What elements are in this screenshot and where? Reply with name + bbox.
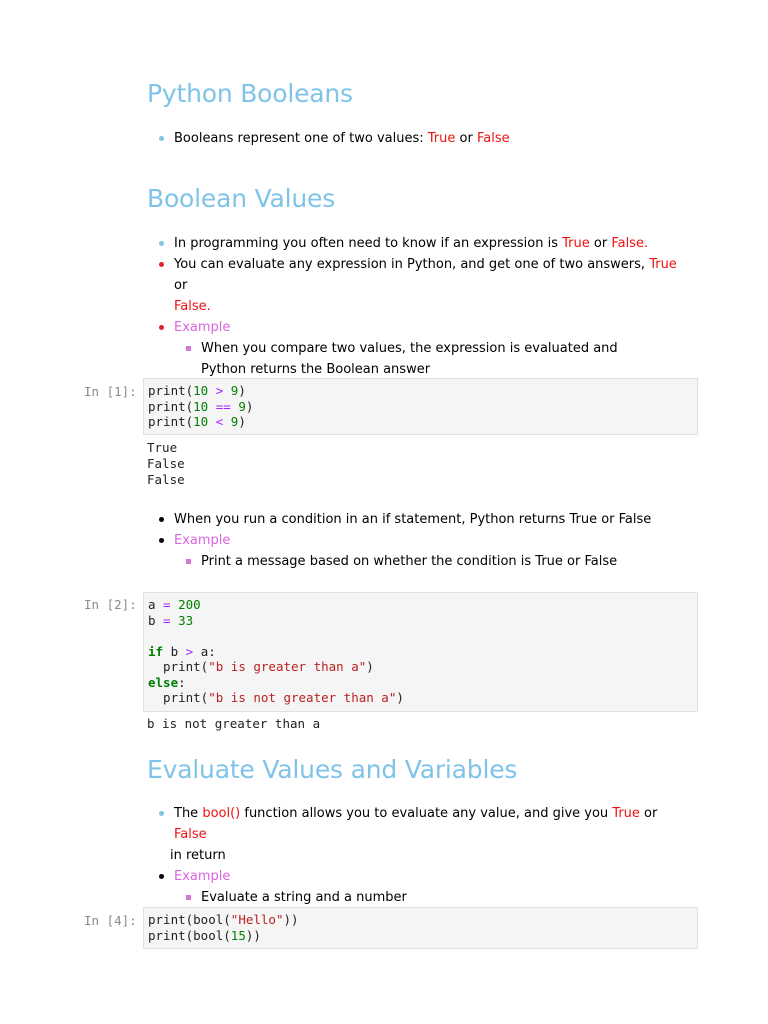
sub-list-item — [201, 551, 694, 572]
code-line: print("b is not greater than a") — [148, 690, 404, 705]
bullet-icon — [159, 136, 164, 141]
code-line: a = 200 — [148, 597, 201, 612]
bullet-text: You can evaluate any expression in Python, and get one of two answers, — [174, 257, 650, 272]
true-keyword: True — [427, 131, 456, 146]
false-keyword: False. — [174, 299, 211, 314]
output-line: True — [147, 440, 178, 455]
code-line: b = 33 — [148, 612, 194, 628]
blank-code-line — [148, 628, 693, 644]
list-item — [174, 509, 694, 530]
bool-function-text: bool() — [202, 806, 241, 821]
code-line: else: — [148, 674, 186, 690]
boolean-values-list — [174, 233, 694, 380]
list-item — [174, 254, 694, 317]
cell-prompt: In [4]: — [84, 913, 137, 928]
code-cell[interactable] — [143, 378, 698, 435]
example-label: Example — [174, 533, 231, 548]
section-heading-evaluate: Evaluate Values and Variables — [147, 755, 518, 784]
cell-output: b is not greater than a — [147, 716, 321, 731]
code-line: print("b is greater than a") — [148, 659, 374, 674]
or-text: or — [589, 236, 612, 251]
true-keyword: True — [562, 236, 590, 251]
list-item — [174, 317, 694, 338]
if-statement-list — [174, 509, 694, 572]
true-keyword: True — [612, 806, 640, 821]
bullet-text: The — [174, 806, 203, 821]
code-cell[interactable] — [143, 592, 698, 712]
sub-list-item — [201, 338, 661, 380]
bullet-text: in return — [170, 848, 226, 863]
example-label: Example — [174, 320, 231, 335]
bullet-icon — [159, 874, 164, 879]
bullet-icon — [159, 325, 164, 330]
list-item — [174, 530, 694, 551]
evaluate-list — [170, 803, 694, 908]
bullet-icon — [159, 517, 164, 522]
or-text: or — [639, 806, 658, 821]
page-title: Python Booleans — [147, 79, 353, 108]
bullet-icon — [159, 241, 164, 246]
code-line: if b > a: — [148, 643, 216, 659]
bullet-text: function allows you to evaluate any value, and give you — [240, 806, 613, 821]
cell-output — [147, 440, 185, 488]
list-item — [174, 866, 694, 887]
bullet-icon — [159, 538, 164, 543]
code-line: print(bool(15)) — [148, 927, 261, 943]
bullet-text: In programming you often need to know if an expression is — [174, 236, 563, 251]
section-heading-boolean-values: Boolean Values — [147, 184, 336, 213]
bullet-icon — [159, 262, 164, 267]
booleans-list — [174, 128, 694, 149]
list-item — [170, 803, 694, 866]
square-bullet-icon — [186, 346, 191, 351]
square-bullet-icon — [186, 559, 191, 564]
false-keyword: False — [476, 131, 510, 146]
bullet-text: Booleans represent one of two values: — [174, 131, 428, 146]
sub-bullet-text: Evaluate a string and a number — [201, 890, 407, 905]
bullet-icon — [159, 811, 164, 816]
example-label: Example — [174, 869, 231, 884]
code-line: print(10 == 9) — [148, 398, 254, 414]
sub-list-item — [201, 887, 694, 908]
or-text: or — [174, 278, 188, 293]
code-line: print(bool("Hello")) — [148, 912, 299, 927]
or-text: or — [455, 131, 477, 146]
output-line: False — [147, 472, 185, 487]
list-item — [174, 128, 694, 149]
output-line: False — [147, 456, 185, 471]
list-item — [174, 233, 694, 254]
sub-bullet-text: Print a message based on whether the condition is True or False — [201, 554, 618, 569]
code-cell[interactable] — [143, 907, 698, 949]
cell-prompt: In [1]: — [84, 384, 137, 399]
sub-bullet-text: When you compare two values, the expression is evaluated and Python returns the Boolean answer — [201, 341, 618, 377]
code-line: print(10 < 9) — [148, 414, 246, 429]
false-keyword: False — [174, 827, 207, 842]
code-line: print(10 > 9) — [148, 383, 246, 398]
square-bullet-icon — [186, 895, 191, 900]
false-keyword: False. — [611, 236, 649, 251]
true-keyword: True — [649, 257, 677, 272]
cell-prompt: In [2]: — [84, 597, 137, 612]
bullet-text: When you run a condition in an if statement, Python returns True or False — [174, 512, 652, 527]
